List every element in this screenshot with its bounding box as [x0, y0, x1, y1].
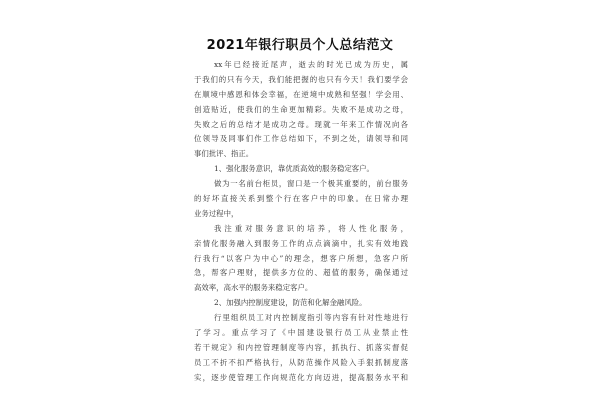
- body-line: 若干规定》和内控管理制度等内容，抓执行、抓落实督促: [194, 342, 408, 352]
- body-line: 员工不折不扣严格执行，从防范操作风险入手狠抓制度落: [194, 357, 408, 367]
- body-line: 事们批评、指正。: [194, 149, 254, 159]
- body-line: 位领导及同事们作工作总结如下，不到之处，请领导和同: [194, 134, 408, 144]
- body-line: xx年已经接近尾声，逝去的时光已成为历史，属: [214, 60, 408, 69]
- body-line: 急，帮客户理财，提供多方位的、超值的服务，确保通过: [194, 268, 408, 278]
- body-line: 行里组织员工对内控制度指引等内容有针对性地进行: [214, 313, 408, 323]
- body-line: 高效率，高水平的服务来稳定客户。: [194, 283, 313, 293]
- body-line: 了学习。重点学习了《中国建设银行员工从业禁止性: [194, 328, 408, 338]
- body-line: 于我们的只有今天，我们能把握的也只有今天！我们要学会: [194, 74, 408, 84]
- body-line: 实，逐步使管理工作向规范化方向迈进，提高服务水平和: [194, 372, 408, 382]
- body-line: 失败之后的总结才是成功之母。现就一年来工作情况向各: [194, 119, 408, 129]
- body-line: 业务过程中，: [194, 208, 239, 218]
- body-line: 在顺境中感恩和体会幸福，在逆境中成熟和坚强！学会用、: [194, 89, 408, 99]
- document-sheet: [150, 0, 450, 400]
- document-body: [194, 58, 408, 386]
- body-line: 亲情化服务融入到服务工作的点点滴滴中，扎实有效地践: [194, 238, 408, 248]
- body-line: 1、强化服务意识，靠优质高效的服务稳定客户。: [214, 164, 374, 174]
- body-line: 行我行“以客户为中心”的理念，想客户所想，急客户所: [194, 253, 408, 263]
- body-line: 做为一名前台柜员，窗口是一个极其重要的，前台服务: [214, 179, 408, 189]
- body-line: 创造贴近，使我们的生命更加精彩。失败不是成功之母，: [194, 104, 408, 114]
- body-line: 我注重对服务意识的培养，将人性化服务，: [214, 223, 408, 233]
- body-line: 2、加强内控制度建设，防范和化解金融风险。: [214, 298, 367, 308]
- document-title: 2021年银行职员个人总结范文: [206, 38, 394, 53]
- body-line: 的好坏直接关系到整个行在客户中的印象。在日常办理: [194, 194, 408, 204]
